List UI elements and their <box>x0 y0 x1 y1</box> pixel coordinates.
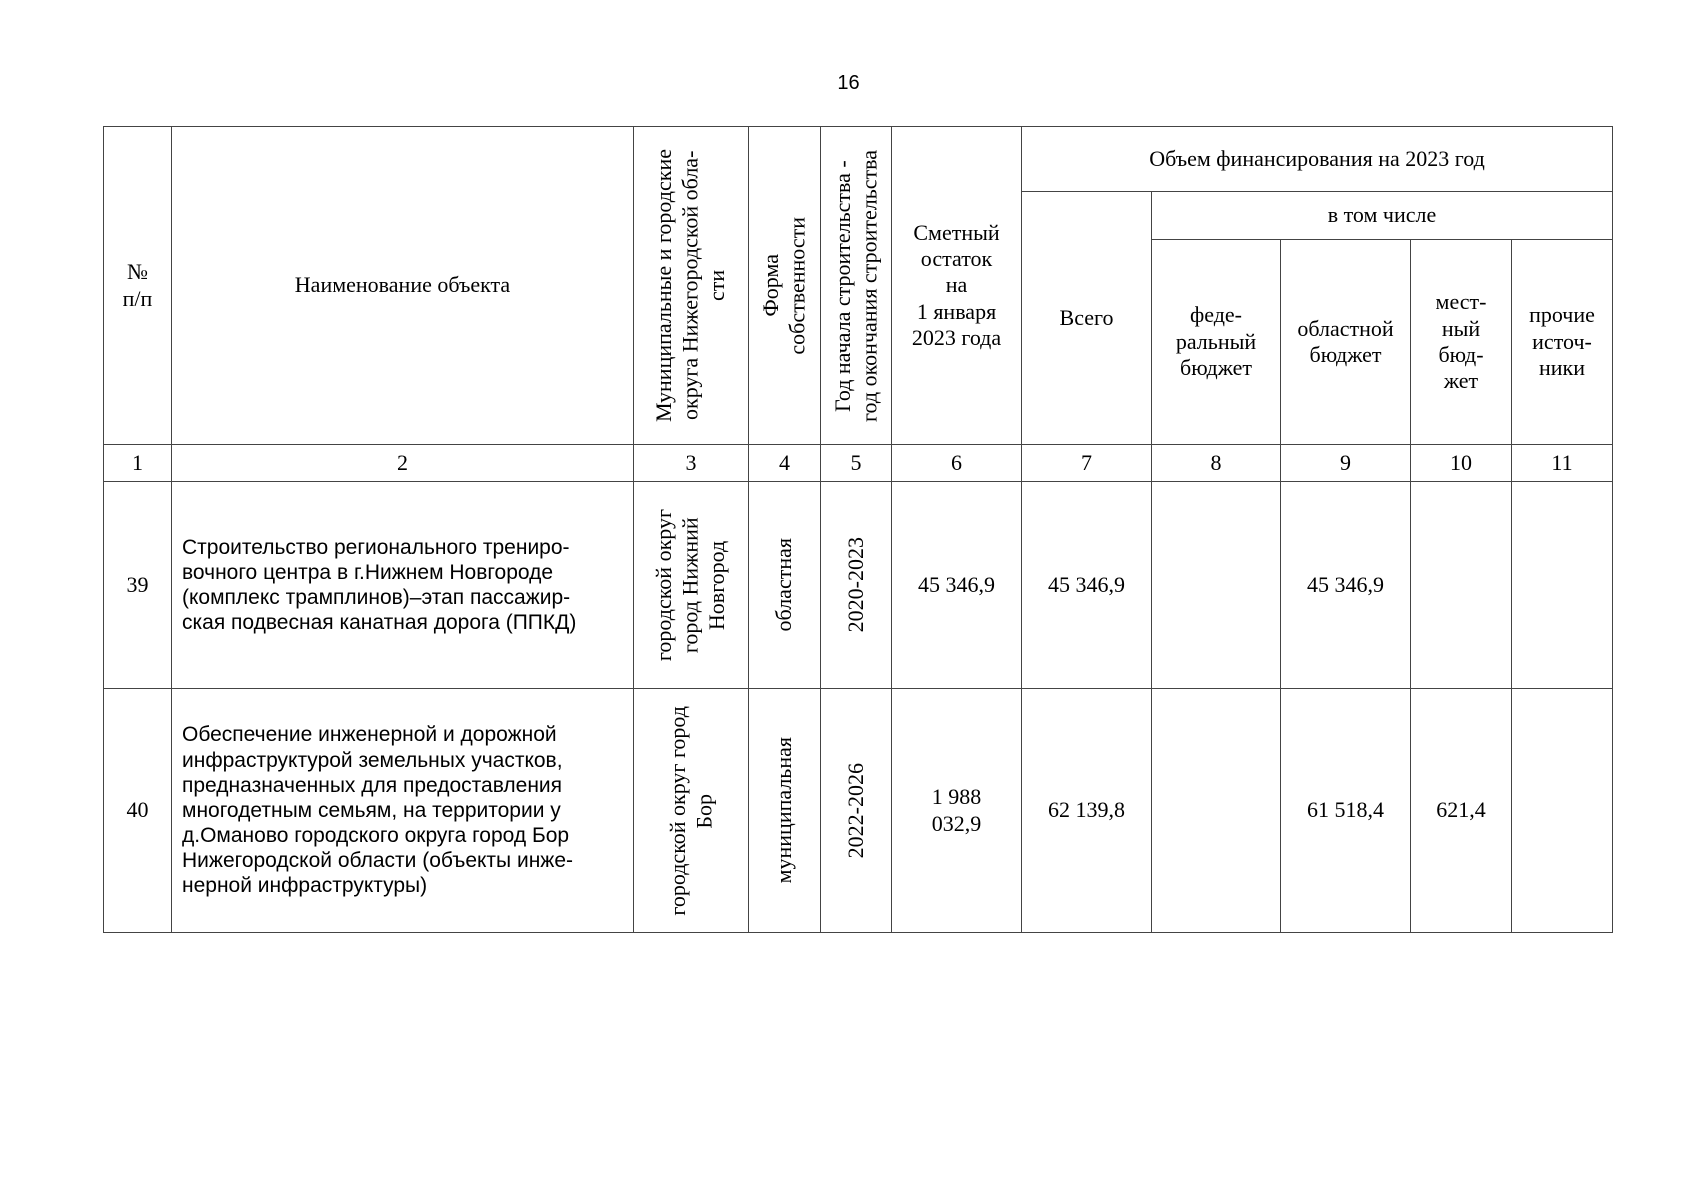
header-object-name: Наименование объекта <box>172 127 634 445</box>
row-number: 40 <box>104 689 172 933</box>
header-other-sources: прочие источ- ники <box>1512 240 1613 445</box>
row-number: 39 <box>104 482 172 689</box>
local-budget: 621,4 <box>1411 689 1512 933</box>
column-number: 11 <box>1512 445 1613 482</box>
header-including: в том числе <box>1152 192 1613 240</box>
ownership-form: муниципальная <box>749 689 821 933</box>
local-budget <box>1411 482 1512 689</box>
estimate-balance: 1 988 032,9 <box>892 689 1022 933</box>
column-number: 2 <box>172 445 634 482</box>
table-row <box>104 482 1613 689</box>
ownership-form: областная <box>749 482 821 689</box>
construction-years: 2020-2023 <box>821 482 892 689</box>
column-number: 3 <box>634 445 749 482</box>
regional-budget: 45 346,9 <box>1281 482 1411 689</box>
table-row <box>104 689 1613 933</box>
column-number: 5 <box>821 445 892 482</box>
funding-total: 45 346,9 <box>1022 482 1152 689</box>
estimate-balance: 45 346,9 <box>892 482 1022 689</box>
regional-budget: 61 518,4 <box>1281 689 1411 933</box>
page-number: 16 <box>837 72 860 94</box>
header-local-budget: мест- ный бюд- жет <box>1411 240 1512 445</box>
funding-total: 62 139,8 <box>1022 689 1152 933</box>
header-row-1 <box>104 127 1613 192</box>
municipality: городской округ город Бор <box>634 689 749 933</box>
other-sources <box>1512 689 1613 933</box>
header-construction-years: Год начала строительства - год окончания строительства <box>821 127 892 445</box>
object-name: Строительство регионального трениро- вочного центра в г.Нижнем Новгороде (комплекс трамплинов)–этап пассажир- ская подвесная канатная дорога (ППКД) <box>172 482 634 689</box>
other-sources <box>1512 482 1613 689</box>
header-federal-budget: феде- ральный бюджет <box>1152 240 1281 445</box>
column-number: 9 <box>1281 445 1411 482</box>
header-ownership: Форма собственности <box>749 127 821 445</box>
header-number: № п/п <box>104 127 172 445</box>
column-number: 4 <box>749 445 821 482</box>
header-total: Всего <box>1022 192 1152 445</box>
header-regional-budget: областной бюджет <box>1281 240 1411 445</box>
column-number-row <box>104 445 1613 482</box>
municipality: городской округ город Нижний Новгород <box>634 482 749 689</box>
column-number: 8 <box>1152 445 1281 482</box>
column-number: 7 <box>1022 445 1152 482</box>
column-number: 10 <box>1411 445 1512 482</box>
federal-budget <box>1152 689 1281 933</box>
object-name: Обеспечение инженерной и дорожной инфраструктурой земельных участков, предназначенных для предоставления многодетным семьям, на территории у д.Оманово городского округа город Бор Нижегородской области (объекты инже- нерной инфраструктуры) <box>172 689 634 933</box>
column-number: 6 <box>892 445 1022 482</box>
header-municipality: Муниципальные и городские округа Нижегородской обла- сти <box>634 127 749 445</box>
construction-years: 2022-2026 <box>821 689 892 933</box>
header-estimate-balance: Сметный остаток на 1 января 2023 года <box>892 127 1022 445</box>
header-funding-volume: Объем финансирования на 2023 год <box>1022 127 1613 192</box>
column-number: 1 <box>104 445 172 482</box>
financing-table <box>103 126 1613 933</box>
federal-budget <box>1152 482 1281 689</box>
